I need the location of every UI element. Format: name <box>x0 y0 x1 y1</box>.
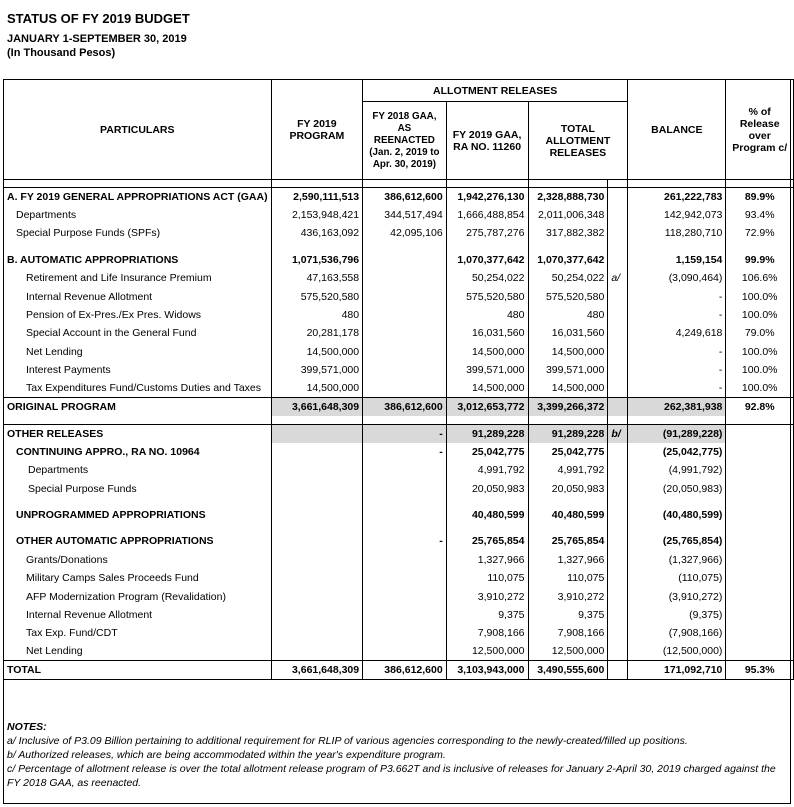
cell-program: 14,500,000 <box>271 379 363 397</box>
cell-gaa2019: 275,787,276 <box>446 224 528 242</box>
cell-gaa2018 <box>363 606 447 624</box>
table-row <box>4 306 794 324</box>
cell-gaa2018: - <box>363 424 447 442</box>
cell-gaa2018 <box>363 642 447 660</box>
table-row <box>4 587 794 605</box>
cell-pct <box>726 624 794 642</box>
report-units: (In Thousand Pesos) <box>7 47 116 59</box>
col-gaa-2018: FY 2018 GAA, AS REENACTED (Jan. 2, 2019 to Apr. 30, 2019) <box>363 102 447 180</box>
cell-pct <box>726 443 794 461</box>
cell-program: 3,661,648,309 <box>271 661 363 679</box>
row-label: ORIGINAL PROGRAM <box>4 398 272 416</box>
row-label: TOTAL <box>4 661 272 679</box>
row-label: OTHER RELEASES <box>4 424 272 442</box>
cell-program <box>271 606 363 624</box>
cell-program: 47,163,558 <box>271 269 363 287</box>
cell-gaa2019: 40,480,599 <box>446 506 528 524</box>
cell-gaa2018: 386,612,600 <box>363 398 447 416</box>
spacer-row <box>4 416 794 424</box>
cell-gaa2018 <box>363 551 447 569</box>
cell-balance: - <box>628 361 726 379</box>
cell-program: 2,153,948,421 <box>271 206 363 224</box>
cell-gaa2018 <box>363 324 447 342</box>
cell-fn <box>608 324 628 342</box>
table-row <box>4 379 794 397</box>
row-label: Interest Payments <box>4 361 272 379</box>
note-c: c/ Percentage of allotment release is over the total allotment release program of P3.662T and is inclusive of releases for January 2-April 30, 2019 charged against the FY 2018 GAA, as reenacted. <box>7 763 776 789</box>
cell-fn: a/ <box>608 269 628 287</box>
cell-fn <box>608 224 628 242</box>
cell-balance: (25,042,775) <box>628 443 726 461</box>
cell-total: 14,500,000 <box>528 343 608 361</box>
cell-gaa2019: 1,666,488,854 <box>446 206 528 224</box>
cell-total: 91,289,228 <box>528 424 608 442</box>
cell-program: 20,281,178 <box>271 324 363 342</box>
cell-total: 399,571,000 <box>528 361 608 379</box>
cell-gaa2019: 12,500,000 <box>446 642 528 660</box>
cell-gaa2019: 1,942,276,130 <box>446 188 528 206</box>
table-row <box>4 551 794 569</box>
table-row <box>4 642 794 660</box>
cell-pct: 100.0% <box>726 361 794 379</box>
table-row <box>4 361 794 379</box>
header-row-1 <box>4 80 794 102</box>
cell-fn <box>608 569 628 587</box>
cell-fn <box>608 479 628 497</box>
cell-pct: 79.0% <box>726 324 794 342</box>
cell-gaa2018 <box>363 269 447 287</box>
notes <box>7 720 787 790</box>
table-row <box>4 424 794 442</box>
row-label: Tax Exp. Fund/CDT <box>4 624 272 642</box>
cell-program <box>271 461 363 479</box>
cell-total: 40,480,599 <box>528 506 608 524</box>
cell-total: 2,328,888,730 <box>528 188 608 206</box>
cell-total: 14,500,000 <box>528 379 608 397</box>
table-row <box>4 343 794 361</box>
cell-pct: 93.4% <box>726 206 794 224</box>
cell-balance: (40,480,599) <box>628 506 726 524</box>
report-title: STATUS OF FY 2019 BUDGET <box>7 11 190 26</box>
cell-balance: - <box>628 379 726 397</box>
cell-balance: - <box>628 343 726 361</box>
table-row <box>4 224 794 242</box>
cell-fn <box>608 587 628 605</box>
row-label: Special Purpose Funds <box>4 479 272 497</box>
cell-balance: (3,090,464) <box>628 269 726 287</box>
row-label: OTHER AUTOMATIC APPROPRIATIONS <box>4 532 272 550</box>
cell-pct <box>726 532 794 550</box>
cell-fn <box>608 551 628 569</box>
cell-pct <box>726 587 794 605</box>
table-row <box>4 398 794 416</box>
cell-total: 16,031,560 <box>528 324 608 342</box>
cell-program <box>271 642 363 660</box>
cell-fn <box>608 206 628 224</box>
cell-program <box>271 551 363 569</box>
cell-program <box>271 624 363 642</box>
cell-gaa2019: 16,031,560 <box>446 324 528 342</box>
cell-balance: (25,765,854) <box>628 532 726 550</box>
cell-total: 25,042,775 <box>528 443 608 461</box>
cell-pct: 100.0% <box>726 306 794 324</box>
cell-balance: 142,942,073 <box>628 206 726 224</box>
cell-balance: 1,159,154 <box>628 251 726 269</box>
col-gaa-2019: FY 2019 GAA, RA NO. 11260 <box>446 102 528 180</box>
note-b: b/ Authorized releases, which are being accommodated within the year's expenditure program. <box>7 749 446 761</box>
cell-total: 4,991,792 <box>528 461 608 479</box>
cell-balance: - <box>628 287 726 305</box>
cell-total: 12,500,000 <box>528 642 608 660</box>
row-label: B. AUTOMATIC APPROPRIATIONS <box>4 251 272 269</box>
row-label: Net Lending <box>4 642 272 660</box>
cell-gaa2019: 4,991,792 <box>446 461 528 479</box>
cell-fn <box>608 642 628 660</box>
cell-gaa2019: 3,103,943,000 <box>446 661 528 679</box>
cell-balance: (91,289,228) <box>628 424 726 442</box>
cell-gaa2018: - <box>363 443 447 461</box>
cell-pct <box>726 506 794 524</box>
cell-fn: b/ <box>608 424 628 442</box>
row-label: UNPROGRAMMED APPROPRIATIONS <box>4 506 272 524</box>
cell-total: 25,765,854 <box>528 532 608 550</box>
cell-gaa2019: 91,289,228 <box>446 424 528 442</box>
cell-gaa2019: 14,500,000 <box>446 379 528 397</box>
cell-gaa2019: 1,070,377,642 <box>446 251 528 269</box>
cell-pct <box>726 424 794 442</box>
cell-balance: (9,375) <box>628 606 726 624</box>
cell-balance: (4,991,792) <box>628 461 726 479</box>
cell-gaa2019: 1,327,966 <box>446 551 528 569</box>
cell-pct <box>726 569 794 587</box>
cell-balance: 262,381,938 <box>628 398 726 416</box>
cell-fn <box>608 661 628 679</box>
cell-program: 436,163,092 <box>271 224 363 242</box>
cell-gaa2018: 386,612,600 <box>363 661 447 679</box>
table-row <box>4 324 794 342</box>
cell-program <box>271 587 363 605</box>
cell-pct: 99.9% <box>726 251 794 269</box>
cell-gaa2018 <box>363 361 447 379</box>
cell-fn <box>608 506 628 524</box>
cell-fn <box>608 188 628 206</box>
cell-gaa2018 <box>363 251 447 269</box>
cell-program <box>271 443 363 461</box>
table-row <box>4 188 794 206</box>
cell-pct: 72.9% <box>726 224 794 242</box>
cell-balance: (12,500,000) <box>628 642 726 660</box>
cell-gaa2019: 14,500,000 <box>446 343 528 361</box>
cell-gaa2018 <box>363 569 447 587</box>
table-row <box>4 606 794 624</box>
cell-gaa2018 <box>363 379 447 397</box>
cell-pct <box>726 461 794 479</box>
cell-total: 1,327,966 <box>528 551 608 569</box>
table-row <box>4 269 794 287</box>
row-label: Grants/Donations <box>4 551 272 569</box>
cell-balance: (3,910,272) <box>628 587 726 605</box>
cell-fn <box>608 379 628 397</box>
cell-total: 317,882,382 <box>528 224 608 242</box>
cell-program <box>271 424 363 442</box>
cell-pct <box>726 551 794 569</box>
row-label: Special Purpose Funds (SPFs) <box>4 224 272 242</box>
col-pct: % of Release over Program c/ <box>726 80 794 180</box>
cell-total: 480 <box>528 306 608 324</box>
cell-balance: 118,280,710 <box>628 224 726 242</box>
row-label: A. FY 2019 GENERAL APPROPRIATIONS ACT (GAA) <box>4 188 272 206</box>
cell-program: 480 <box>271 306 363 324</box>
table-row <box>4 569 794 587</box>
cell-pct: 106.6% <box>726 269 794 287</box>
col-program: FY 2019 PROGRAM <box>271 80 363 180</box>
cell-gaa2018: 344,517,494 <box>363 206 447 224</box>
table-row <box>4 287 794 305</box>
cell-gaa2018 <box>363 479 447 497</box>
cell-gaa2019: 9,375 <box>446 606 528 624</box>
cell-pct: 100.0% <box>726 379 794 397</box>
cell-balance: - <box>628 306 726 324</box>
cell-pct <box>726 642 794 660</box>
cell-gaa2019: 25,042,775 <box>446 443 528 461</box>
cell-balance: (110,075) <box>628 569 726 587</box>
cell-program: 2,590,111,513 <box>271 188 363 206</box>
spacer-row <box>4 243 794 251</box>
cell-fn <box>608 361 628 379</box>
cell-total: 9,375 <box>528 606 608 624</box>
cell-gaa2018 <box>363 461 447 479</box>
cell-pct <box>726 606 794 624</box>
cell-total: 575,520,580 <box>528 287 608 305</box>
cell-fn <box>608 606 628 624</box>
cell-gaa2019: 399,571,000 <box>446 361 528 379</box>
cell-balance: (20,050,983) <box>628 479 726 497</box>
table-row <box>4 206 794 224</box>
cell-balance: 4,249,618 <box>628 324 726 342</box>
table-row <box>4 443 794 461</box>
cell-fn <box>608 251 628 269</box>
cell-gaa2019: 480 <box>446 306 528 324</box>
spacer-row <box>4 180 794 188</box>
cell-balance: 171,092,710 <box>628 661 726 679</box>
table-row <box>4 461 794 479</box>
cell-gaa2019: 25,765,854 <box>446 532 528 550</box>
report-period: JANUARY 1-SEPTEMBER 30, 2019 <box>7 33 187 45</box>
cell-total: 3,399,266,372 <box>528 398 608 416</box>
budget-table <box>3 79 794 680</box>
cell-balance: (1,327,966) <box>628 551 726 569</box>
col-balance: BALANCE <box>628 80 726 180</box>
cell-program: 14,500,000 <box>271 343 363 361</box>
cell-gaa2019: 20,050,983 <box>446 479 528 497</box>
row-label: CONTINUING APPRO., RA NO. 10964 <box>4 443 272 461</box>
col-particulars: PARTICULARS <box>4 80 272 180</box>
cell-gaa2018: 42,095,106 <box>363 224 447 242</box>
row-label: Tax Expenditures Fund/Customs Duties and Taxes <box>4 379 272 397</box>
cell-gaa2018: 386,612,600 <box>363 188 447 206</box>
table-row <box>4 479 794 497</box>
cell-gaa2018: - <box>363 532 447 550</box>
note-a: a/ Inclusive of P3.09 Billion pertaining to additional requirement for RLIP of various agencies corresponding to the newly-created/filled up positions. <box>7 735 688 747</box>
row-label: Special Account in the General Fund <box>4 324 272 342</box>
cell-total: 110,075 <box>528 569 608 587</box>
row-label: AFP Modernization Program (Revalidation) <box>4 587 272 605</box>
cell-pct <box>726 479 794 497</box>
cell-gaa2019: 50,254,022 <box>446 269 528 287</box>
notes-heading: NOTES: <box>7 721 47 733</box>
cell-gaa2019: 3,910,272 <box>446 587 528 605</box>
cell-total: 1,070,377,642 <box>528 251 608 269</box>
cell-gaa2018 <box>363 287 447 305</box>
cell-total: 50,254,022 <box>528 269 608 287</box>
cell-balance: (7,908,166) <box>628 624 726 642</box>
table-row <box>4 506 794 524</box>
cell-gaa2018 <box>363 343 447 361</box>
col-total: TOTAL ALLOTMENT RELEASES <box>528 102 628 180</box>
cell-fn <box>608 398 628 416</box>
cell-pct: 92.8% <box>726 398 794 416</box>
cell-pct: 89.9% <box>726 188 794 206</box>
cell-fn <box>608 624 628 642</box>
cell-pct: 100.0% <box>726 343 794 361</box>
cell-fn <box>608 306 628 324</box>
cell-program: 575,520,580 <box>271 287 363 305</box>
row-label: Pension of Ex-Pres./Ex Pres. Widows <box>4 306 272 324</box>
cell-program <box>271 506 363 524</box>
cell-program <box>271 532 363 550</box>
cell-program: 399,571,000 <box>271 361 363 379</box>
spacer-row <box>4 498 794 506</box>
table-row <box>4 251 794 269</box>
col-allotment-group: ALLOTMENT RELEASES <box>363 80 628 102</box>
table-row <box>4 532 794 550</box>
cell-gaa2019: 575,520,580 <box>446 287 528 305</box>
cell-fn <box>608 461 628 479</box>
cell-total: 2,011,006,348 <box>528 206 608 224</box>
cell-balance: 261,222,783 <box>628 188 726 206</box>
row-label: Internal Revenue Allotment <box>4 606 272 624</box>
cell-pct: 100.0% <box>726 287 794 305</box>
cell-fn <box>608 443 628 461</box>
row-label: Net Lending <box>4 343 272 361</box>
cell-program: 1,071,536,796 <box>271 251 363 269</box>
row-label: Internal Revenue Allotment <box>4 287 272 305</box>
row-label: Retirement and Life Insurance Premium <box>4 269 272 287</box>
cell-gaa2019: 7,908,166 <box>446 624 528 642</box>
cell-gaa2019: 3,012,653,772 <box>446 398 528 416</box>
table-row <box>4 624 794 642</box>
cell-gaa2018 <box>363 587 447 605</box>
cell-program: 3,661,648,309 <box>271 398 363 416</box>
cell-program <box>271 479 363 497</box>
row-label: Military Camps Sales Proceeds Fund <box>4 569 272 587</box>
cell-total: 7,908,166 <box>528 624 608 642</box>
cell-pct: 95.3% <box>726 661 794 679</box>
cell-total: 20,050,983 <box>528 479 608 497</box>
table-row <box>4 661 794 679</box>
row-label: Departments <box>4 461 272 479</box>
cell-total: 3,910,272 <box>528 587 608 605</box>
cell-fn <box>608 343 628 361</box>
cell-fn <box>608 532 628 550</box>
spacer-row <box>4 524 794 532</box>
cell-gaa2019: 110,075 <box>446 569 528 587</box>
cell-fn <box>608 287 628 305</box>
cell-gaa2018 <box>363 624 447 642</box>
cell-gaa2018 <box>363 306 447 324</box>
cell-total: 3,490,555,600 <box>528 661 608 679</box>
cell-program <box>271 569 363 587</box>
row-label: Departments <box>4 206 272 224</box>
cell-gaa2018 <box>363 506 447 524</box>
